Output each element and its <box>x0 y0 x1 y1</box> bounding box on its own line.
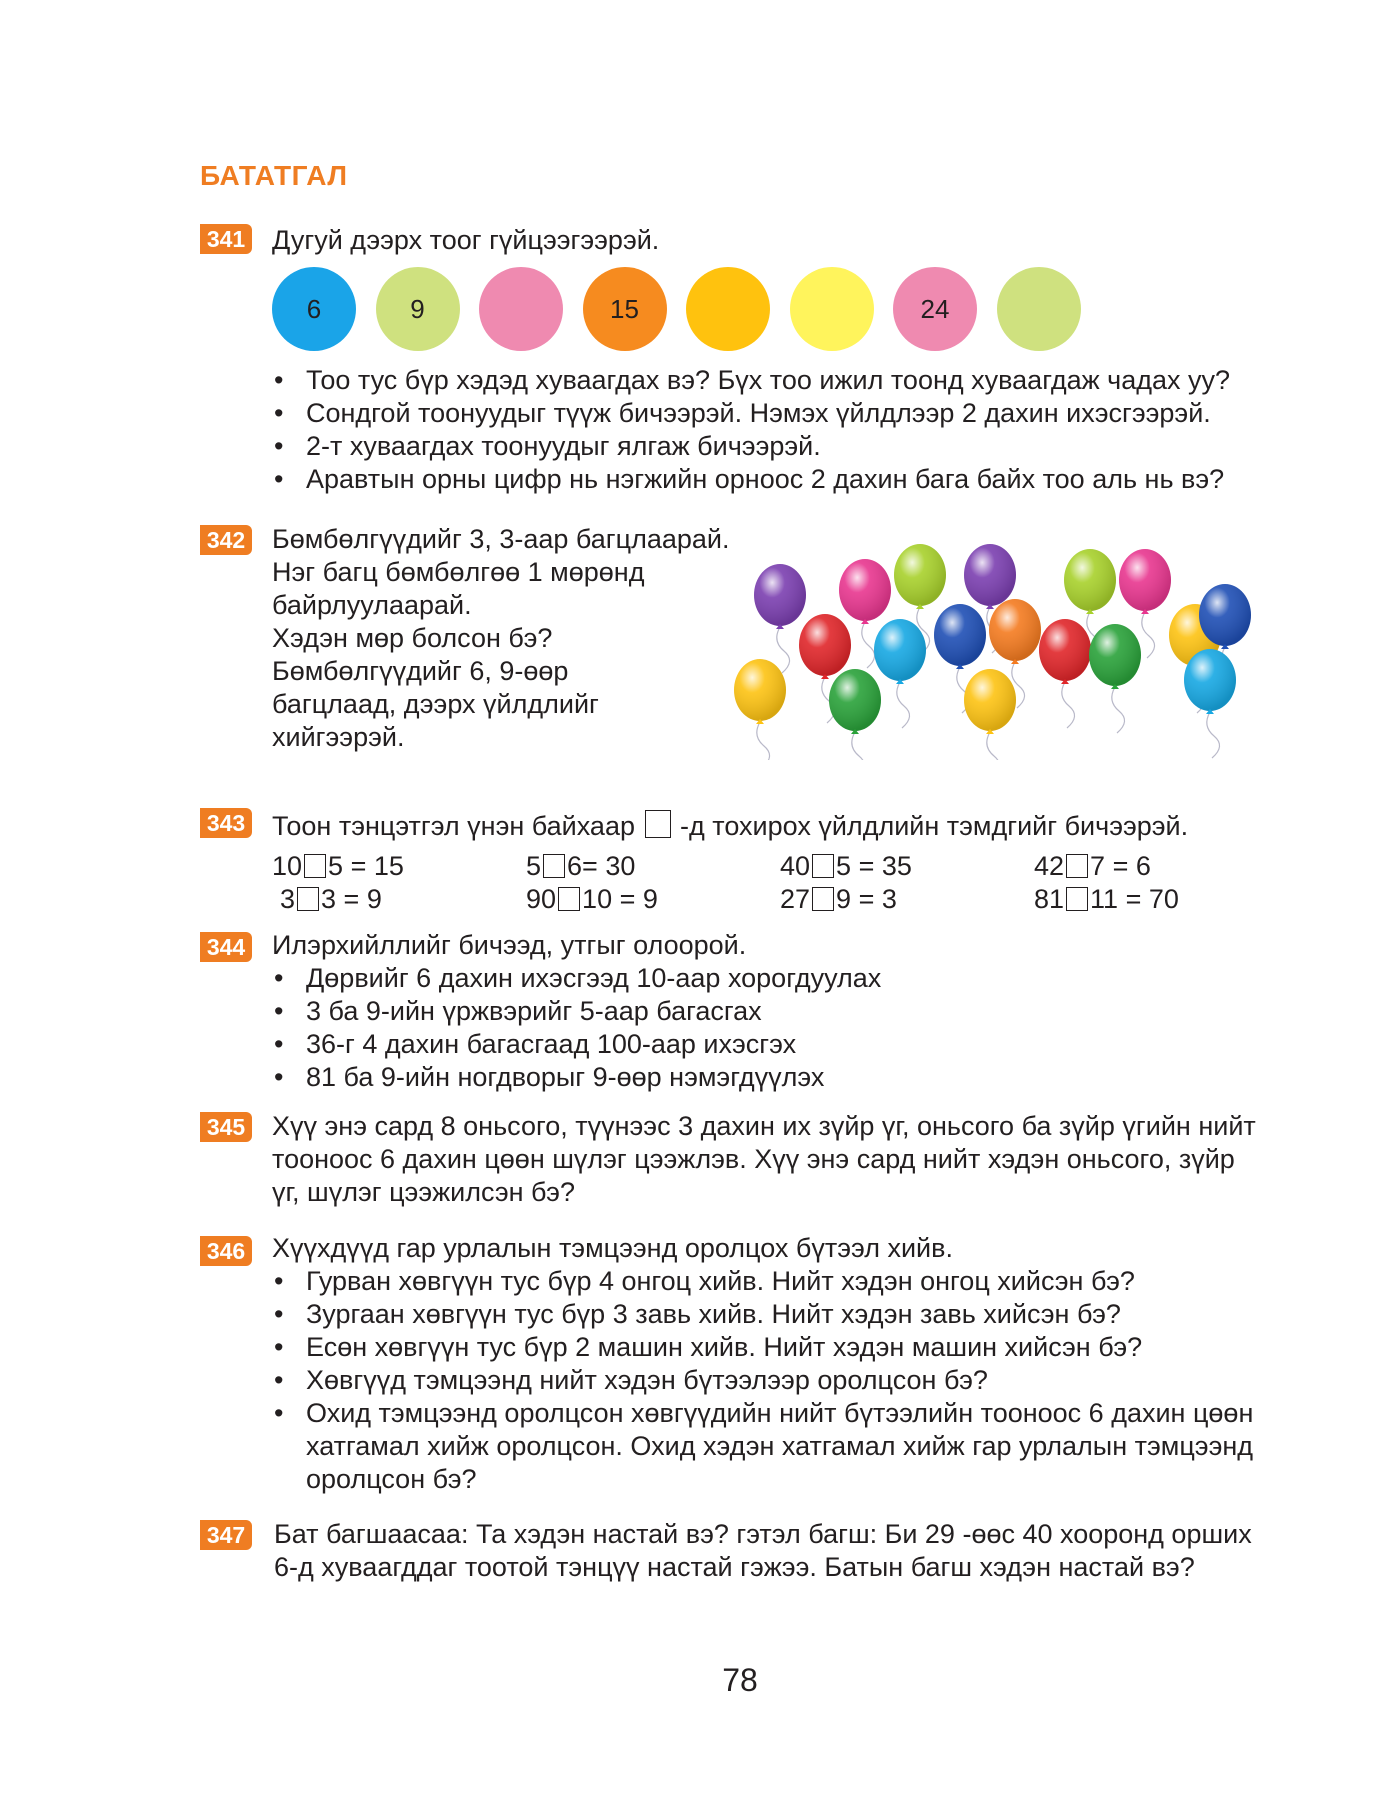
answer-box-icon <box>645 810 671 838</box>
equation <box>272 850 404 883</box>
equation-right: 9 = 3 <box>836 884 897 914</box>
list-item: • 2-т хуваагдах тоонуудыг ялгаж бичээрэй. <box>272 430 1230 463</box>
equation-left: 40 <box>780 851 811 881</box>
equation <box>280 883 382 916</box>
equation <box>526 883 658 916</box>
balloon <box>964 669 1016 760</box>
list-item: • Хөвгүүд тэмцээнд нийт хэдэн бүтээлээр оролцсон бэ? <box>272 1364 1253 1397</box>
list-item: • Аравтын орны цифр нь нэгжийн орноос 2 дахин бага байх тоо аль нь вэ? <box>272 463 1230 496</box>
problem-number-346: 346 <box>200 1236 252 1266</box>
equation-left: 42 <box>1034 851 1065 881</box>
balloon <box>734 659 786 760</box>
equation-right: 5 = 35 <box>836 851 912 881</box>
equation-right: 6= 30 <box>567 851 636 881</box>
balloon <box>829 669 881 760</box>
problem-345-line: Хүү энэ сард 8 оньсого, түүнээс 3 дахин их зүйр үг, оньсого ба зүйр үгийн нийт <box>272 1111 1256 1141</box>
number-circle <box>997 267 1081 351</box>
problem-343-text <box>272 810 1188 843</box>
list-item: • 81 ба 9-ийн ногдворыг 9-өөр нэмэгдүүлэх <box>272 1061 881 1094</box>
answer-box[interactable] <box>1066 854 1088 878</box>
list-item: • 3 ба 9-ийн үржвэрийг 5-аар багасгах <box>272 995 881 1028</box>
balloon <box>1089 624 1141 733</box>
answer-box[interactable] <box>304 854 326 878</box>
answer-box[interactable] <box>558 887 580 911</box>
problem-number-341: 341 <box>200 224 252 254</box>
problem-343-text-before: Тоон тэнцэтгэл үнэн байхаар <box>272 811 635 841</box>
balloon <box>874 619 926 728</box>
number-circle <box>686 267 770 351</box>
balloons-illustration <box>725 535 1265 760</box>
problem-342-line: Нэг багц бөмбөлгөө 1 мөрөнд <box>272 557 645 587</box>
problem-347-line: 6-д хуваагддаг тоотой тэнцүү настай гэжээ. Батын багш хэдэн настай вэ? <box>274 1552 1195 1582</box>
problem-343-text-after: -д тохирох үйлдлийн тэмдгийг бичээрэй. <box>680 811 1189 841</box>
equation <box>526 850 635 883</box>
equation-left: 10 <box>272 851 303 881</box>
equation <box>780 850 912 883</box>
balloon <box>1039 619 1091 728</box>
equation-right: 3 = 9 <box>321 884 382 914</box>
equation <box>1034 850 1151 883</box>
answer-box[interactable] <box>812 854 834 878</box>
equation <box>780 883 897 916</box>
problem-345-line: тооноос 6 дахин цөөн шүлэг цээжлэв. Хүү энэ сард нийт хэдэн оньсого, зүйр <box>272 1144 1235 1174</box>
list-item: • Тоо тус бүр хэдэд хуваагдах вэ? Бүх тоо ижил тоонд хуваагдаж чадах уу? <box>272 364 1230 397</box>
equation-right: 10 = 9 <box>582 884 658 914</box>
equation-left: 5 <box>526 851 542 881</box>
problem-342-line: Бөмбөлгүүдийг 6, 9-өөр <box>272 656 569 686</box>
number-circle: 24 <box>893 267 977 351</box>
problem-346-text: Хүүхдүүд гар урлалын тэмцээнд оролцох бүтээл хийв. <box>272 1233 953 1263</box>
list-item: • Сондгой тоонуудыг түүж бичээрэй. Нэмэх үйлдлээр 2 дахин ихэсгээрэй. <box>272 397 1230 430</box>
problem-number-343: 343 <box>200 808 252 838</box>
problem-342-line: байрлуулаарай. <box>272 590 472 620</box>
problem-342-line: багцлаад, дээрх үйлдлийг <box>272 689 599 719</box>
balloon <box>1184 649 1236 758</box>
equation-right: 7 = 6 <box>1090 851 1151 881</box>
equation <box>1034 883 1179 916</box>
section-title: БАТАТГАЛ <box>200 160 348 191</box>
answer-box[interactable] <box>543 854 565 878</box>
equation-right: 5 = 15 <box>328 851 404 881</box>
list-item: • 36-г 4 дахин багасгаад 100-аар ихэсгэх <box>272 1028 881 1061</box>
problem-341-bullets <box>272 364 1230 496</box>
number-circle <box>790 267 874 351</box>
number-circle <box>479 267 563 351</box>
problem-number-347: 347 <box>200 1520 252 1550</box>
problem-number-344: 344 <box>200 932 252 962</box>
number-circle: 9 <box>376 267 460 351</box>
answer-box[interactable] <box>1066 887 1088 911</box>
problem-347-line: Бат багшаасаа: Та хэдэн настай вэ? гэтэл багш: Би 29 -өөс 40 хооронд орших <box>274 1519 1252 1549</box>
list-item-line: • Охид тэмцээнд оролцсон хөвгүүдийн нийт бүтээлийн тооноос 6 дахин цөөн <box>306 1398 1254 1428</box>
list-item: • Гурван хөвгүүн тус бүр 4 онгоц хийв. Нийт хэдэн онгоц хийсэн бэ? <box>272 1265 1253 1298</box>
balloon <box>754 564 806 673</box>
problem-342-line: Бөмбөлгүүдийг 3, 3-аар багцлаарай. <box>272 524 730 554</box>
list-item: • Дөрвийг 6 дахин ихэсгээд 10-аар хорогдуулах <box>272 962 881 995</box>
problem-number-342: 342 <box>200 525 252 555</box>
problem-344-bullets <box>272 962 881 1094</box>
problem-342-line: хийгээрэй. <box>272 722 405 752</box>
list-item-line: оролцсон бэ? <box>306 1464 477 1494</box>
number-circle: 15 <box>583 267 667 351</box>
list-item <box>272 1397 1253 1496</box>
list-item-line: хатгамал хийж оролцсон. Охид хэдэн хатгамал хийж гар урлалын тэмцээнд <box>306 1431 1254 1461</box>
answer-box[interactable] <box>812 887 834 911</box>
problem-number-345: 345 <box>200 1112 252 1142</box>
equation-left: 27 <box>780 884 811 914</box>
equation-left: 3 <box>280 884 296 914</box>
problem-344-text: Илэрхийллийг бичээд, утгыг олоорой. <box>272 930 747 960</box>
list-item: • Есөн хөвгүүн тус бүр 2 машин хийв. Нийт хэдэн машин хийсэн бэ? <box>272 1331 1253 1364</box>
equation-left: 81 <box>1034 884 1065 914</box>
number-circle: 6 <box>272 267 356 351</box>
equation-left: 90 <box>526 884 557 914</box>
problem-346-bullets <box>272 1265 1253 1496</box>
page-number: 78 <box>722 1662 758 1698</box>
problem-345-line: үг, шүлэг цээжилсэн бэ? <box>272 1177 575 1207</box>
list-item: • Зургаан хөвгүүн тус бүр 3 завь хийв. Нийт хэдэн завь хийсэн бэ? <box>272 1298 1253 1331</box>
answer-box[interactable] <box>297 887 319 911</box>
problem-341-text: Дугуй дээрх тоог гүйцээгээрэй. <box>272 225 660 255</box>
equation-right: 11 = 70 <box>1090 884 1179 914</box>
problem-342-line: Хэдэн мөр болсон бэ? <box>272 623 553 653</box>
